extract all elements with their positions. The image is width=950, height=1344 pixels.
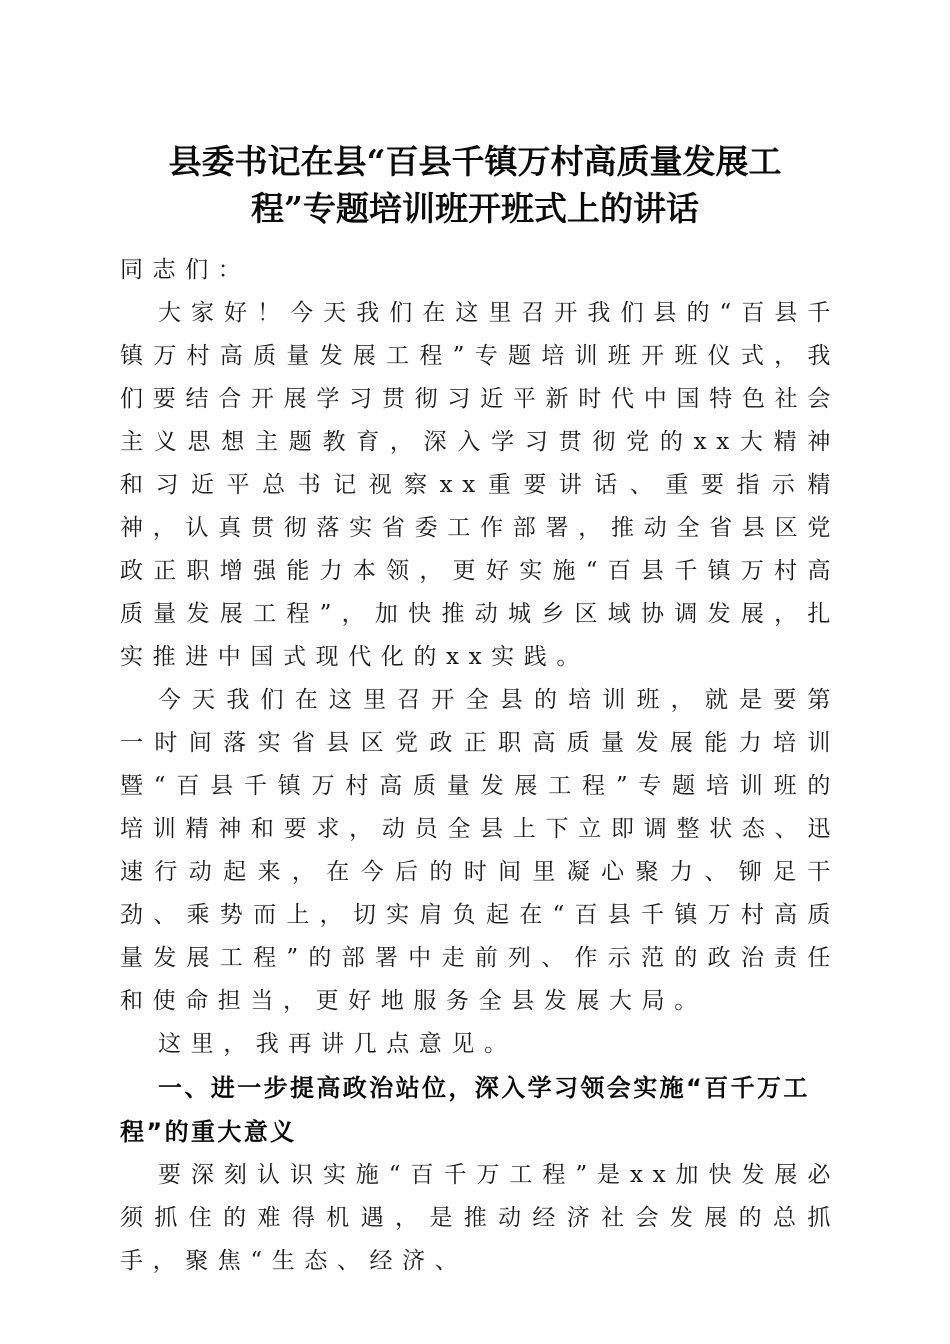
section-heading-1: 一、进一步提高政治站位，深入学习领会实施“百千万工程”的重大意义 [120,1074,810,1146]
paragraph-purpose: 今天我们在这里召开全县的培训班，就是要第一时间落实省县区党政正职高质量发展能力培训暨“百县千镇万村高质量发展工程”专题培训班的培训精神和要求，动员全县上下立即调整状态、迅速行动起来，在今后的时间里凝心聚力、铆足干劲、乘势而上，切实肩负起在“百县千镇万村高质量发展工程”的部署中走前列、作示范的政治责任和使命担当，更好地服务全县发展大局。 [120,687,840,1014]
document-body [120,249,840,1283]
document-title [100,138,850,232]
paragraph-transition: 这里，我再讲几点意见。 [158,1031,517,1057]
title-line-1: 县委书记在县“百县千镇万村高质量发展工 [168,142,782,181]
paragraph-opening: 大家好！今天我们在这里召开我们县的“百县千镇万村高质量发展工程”专题培训班开班仪式，我们要结合开展学习贯彻习近平新时代中国特色社会主义思想主题教育，深入学习贯彻党的xx大精神和习近平总书记视察xx重要讲话、重要指示精神，认真贯彻落实省委工作部署，推动全省县区党政正职增强能力本领，更好实施“百县千镇万村高质量发展工程”，加快推动城乡区域协调发展，扎实推进中国式现代化的xx实践。 [120,300,840,670]
section-1-paragraph: 要深刻认识实施“百千万工程”是xx加快发展必须抓住的难得机遇，是推动经济社会发展的总抓手，聚焦“生态、经济、 [120,1162,840,1274]
salutation: 同志们： [120,257,251,283]
title-line-2: 程”专题培训班开班式上的讲话 [251,189,699,228]
